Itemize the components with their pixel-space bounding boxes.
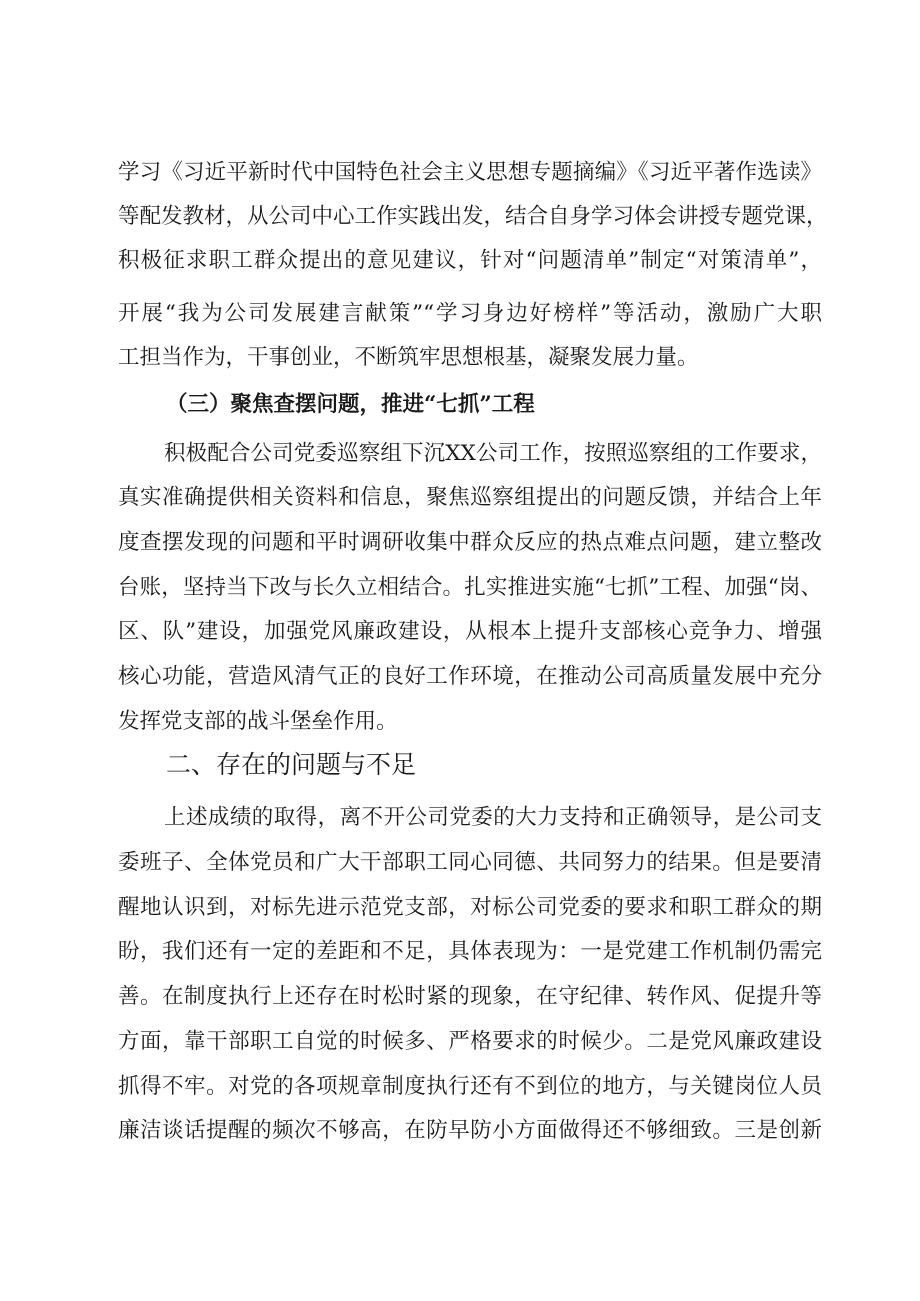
paragraph-line: 方面，靠干部职工自觉的时候多、严格要求的时候少。二是党风廉政建设 xyxy=(118,1029,822,1054)
paragraph-line: 度查摆发现的问题和平时调研收集中群众反应的热点难点问题，建立整改 xyxy=(118,530,822,555)
section-heading: 二、存在的问题与不足 xyxy=(166,750,417,779)
paragraph-line: 发挥党支部的战斗堡垒作用。 xyxy=(118,709,398,734)
paragraph-line: 盼，我们还有一定的差距和不足，具体表现为：一是党建工作机制仍需完 xyxy=(118,939,822,964)
paragraph-line: 等配发教材，从公司中心工作实践出发，结合自身学习体会讲授专题党课， xyxy=(118,204,828,229)
paragraph-line: 真实准确提供相关资料和信息，聚焦巡察组提出的问题反馈，并结合上年 xyxy=(118,485,822,510)
paragraph-line: 台账，坚持当下改与长久立相结合。扎实推进实施“七抓”工程、加强“岗、 xyxy=(118,575,822,600)
paragraph-line: 积极配合公司党委巡察组下沉XX公司工作，按照巡察组的工作要求， xyxy=(164,441,822,466)
paragraph-line: 醒地认识到，对标先进示范党支部，对标公司党委的要求和职工群众的期 xyxy=(118,895,822,920)
section-subheading: （三）聚焦查摆问题，推进“七抓”工程 xyxy=(166,392,535,417)
paragraph-line: 开展“我为公司发展建言献策”“学习身边好榜样”等活动，激励广大职 xyxy=(118,301,822,326)
paragraph-line: 学习《习近平新时代中国特色社会主义思想专题摘编》《习近平著作选读》 xyxy=(118,160,822,185)
paragraph-line: 委班子、全体党员和广大干部职工同心同德、共同努力的结果。但是要清 xyxy=(118,850,822,875)
paragraph-line: 上述成绩的取得，离不开公司党委的大力支持和正确领导，是公司支 xyxy=(164,805,822,830)
paragraph-line: 善。在制度执行上还存在时松时紧的现象，在守纪律、转作风、促提升等 xyxy=(118,984,822,1009)
paragraph-line: 积极征求职工群众提出的意见建议，针对“问题清单”制定“对策清单”， xyxy=(118,248,822,273)
paragraph-line: 核心功能，营造风清气正的良好工作环境，在推动公司高质量发展中充分 xyxy=(118,664,822,689)
paragraph-line: 廉洁谈话提醒的频次不够高，在防早防小方面做得还不够细致。三是创新 xyxy=(118,1118,822,1143)
paragraph-line: 抓得不牢。对党的各项规章制度执行还有不到位的地方，与关键岗位人员 xyxy=(118,1074,822,1099)
paragraph-line: 区、队”建设，加强党风廉政建设，从根本上提升支部核心竞争力、增强 xyxy=(118,619,822,644)
paragraph-line: 工担当作为，干事创业，不断筑牢思想根基，凝聚发展力量。 xyxy=(118,345,699,370)
